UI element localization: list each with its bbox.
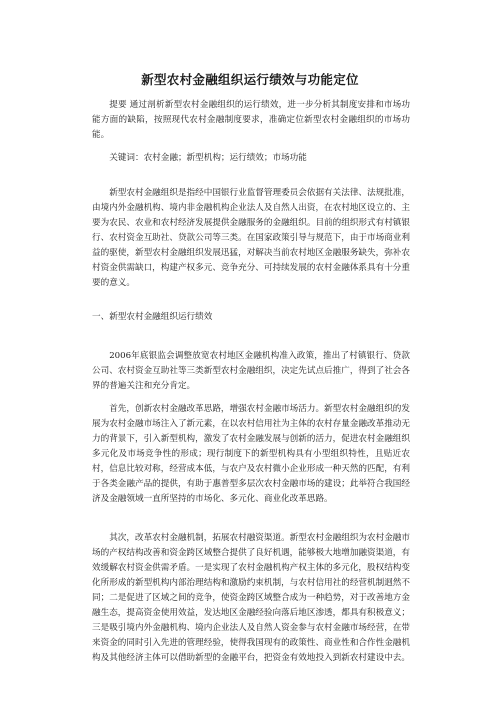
intro-paragraph: 新型农村金融组织是指经中国银行业监督管理委员会依据有关法律、法规批准，由境内外金融机构、境内非金融机构企业法人及自然人出资，在农村地区设立的、主要为农民、农业和农村经济发展提供金融服务的金融组织。目前的组织形式有村镇银行、农村资金互助社、贷款公司等三类。在国家政策引导与规范下，由于市场商业利益的驱使，新型农村金融组织发展迅猛，对解决当前农村地区金融服务缺失，弥补农村资金供需缺口，构建产权多元、竞争充分、可持续发展的农村金融体系具有十分重要的意义。 [92, 188, 410, 288]
page-title: 新型农村金融组织运行绩效与功能定位 [141, 72, 359, 87]
body-paragraph-3: 其次，改革农村金融机制，拓展农村融资渠道。新型农村金融组织为农村金融市场的产权结构改善和资金跨区域整合提供了良好机遇，能够极大地增加融资渠道，有效缓解农村资金供需矛盾。一是实现了农村金融机构产权主体的多元化，股权结构变化所形成的新型机构内部治理结构和激励约束机制，与农村信用社的经营机制迥然不同；二是促进了区域之间的竞争，使资金跨区域整合成为一种趋势，对于改善地方金融生态，提高资金使用效益，发达地区金融经验向落后地区渗透，都具有积极意义；三是吸引境内外金融机构、境内企业法人及自然人资金参与农村金融市场经营，在带来资金的同时引入先进的管理经验，使得我国现有的政策性、商业性和合作性金融机构及其他经济主体可以借助新型的金融平台，把资金有效地投入到新农村建设中去。 [92, 533, 410, 663]
keywords-paragraph [92, 151, 410, 166]
body-paragraph-1: 2006年底银监会调整放宽农村地区金融机构准入政策，推出了村镇银行、贷款公司、农村资金互助社等三类新型农村金融组织，决定先试点后推广，得到了社会各界的普遍关注和充分肯定。 [92, 351, 410, 391]
section-heading: 一、新型农村金融组织运行绩效 [92, 312, 213, 322]
body-paragraph-2: 首先，创新农村金融改革思路，增强农村金融市场活力。新型农村金融组织的发展为农村金融市场注入了新元素，在以农村信用社为主体的农村存量金融改革推动无力的背景下，引入新型机构，激发了农村金融发展与创新的活力，促进农村金融组织多元化及市场竞争性的形成；现行制度下的新型机构具有小型组织特性，且贴近农村，信息比较对称，经营成本低，与农户及农村微小企业形成一种天然的匹配，有利于各类金融产品的提供，有助于惠普型多层次农村金融市场的建设；此举符合我国经济及金融领域一直所坚持的市场化、多元化、商业化改革思路。 [92, 404, 410, 504]
keywords-text: 农村金融；新型机构；运行绩效；市场功能 [143, 153, 307, 163]
abstract-text: 通过剖析新型农村金融组织的运行绩效，进一步分析其制度安排和市场功能方面的缺陷，按照现代农村金融制度要求，准确定位新型农村金融组织的市场功能。 [92, 100, 410, 140]
keywords-label: 关键词： [109, 153, 144, 163]
abstract-label: 提要 [109, 100, 127, 110]
abstract-paragraph [92, 98, 410, 143]
